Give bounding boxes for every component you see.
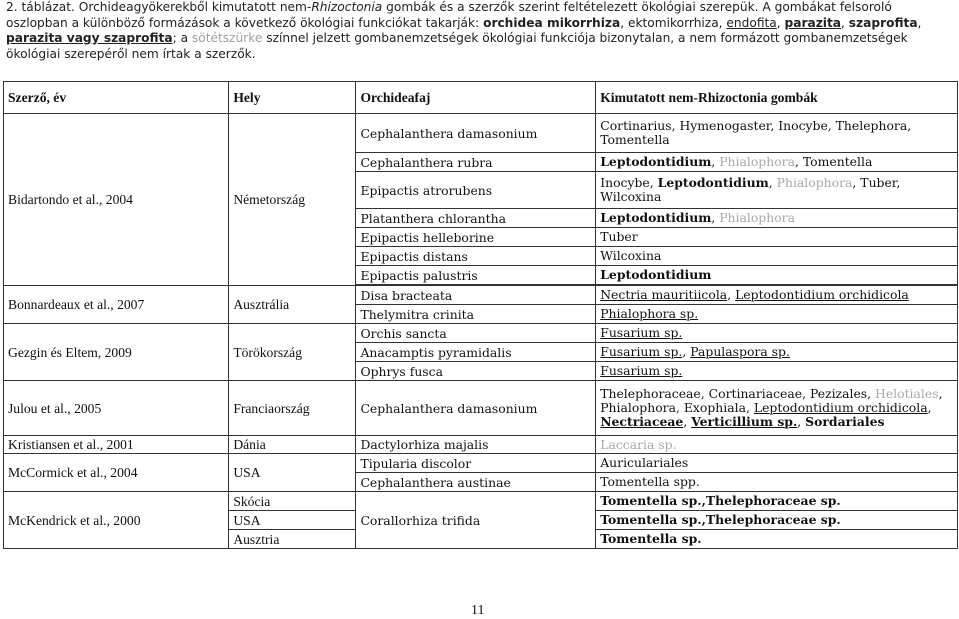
legend-saprophyte: szaprofita xyxy=(848,15,918,30)
species-cell: Thelymitra crinita xyxy=(356,305,596,324)
fungi-cell: Fusarium sp. xyxy=(596,324,958,343)
fungi-cell: Auriculariales xyxy=(596,454,958,473)
caption-line-3: parazita vagy szaprofita; a sötétszürke színnel jelzett gombanemzetségek ökológiai funkciója bizonytalan, a nem formázott gombanemzetségek xyxy=(6,31,908,46)
legend-parasite: parazita xyxy=(784,15,842,30)
location-cell: Törökország xyxy=(229,324,356,381)
caption-line-4: ökológiai szerepéről nem írtak a szerzők. xyxy=(6,46,256,61)
species-cell: Epipactis distans xyxy=(356,247,596,266)
species-cell: Ophrys fusca xyxy=(356,362,596,381)
fungi-cell: Inocybe, Leptodontidium, Phialophora, Tuber, Wilcoxina xyxy=(596,172,958,209)
location-cell: USA xyxy=(229,511,356,530)
location-cell: USA xyxy=(229,454,356,492)
legend-orchid-mycorrhiza: orchidea mikorrhiza xyxy=(483,15,621,30)
fungi-cell: Wilcoxina xyxy=(596,247,958,266)
fungi-cell: Phialophora sp. xyxy=(596,305,958,324)
table-caption xyxy=(6,0,954,62)
fungi-cell: Cortinarius, Hymenogaster, Inocybe, Thelephora, Tomentella xyxy=(596,114,958,153)
author-cell: Gezgin és Eltem, 2009 xyxy=(4,324,229,381)
fungi-cell: Thelephoraceae, Cortinariaceae, Pezizales, Helotiales, Phialophora, Exophiala, Leptodontidium orchidicola, Nectriaceae, Verticillium sp., Sordariales xyxy=(596,381,958,436)
species-cell: Epipactis helleborine xyxy=(356,228,596,247)
table-row xyxy=(4,454,958,473)
author-cell: Julou et al., 2005 xyxy=(4,381,229,436)
location-cell: Dánia xyxy=(229,436,356,454)
header-author: Szerző, év xyxy=(4,82,229,114)
author-cell: Bidartondo et al., 2004 xyxy=(4,114,229,286)
species-cell: Corallorhiza trifida xyxy=(356,492,596,549)
location-cell: Skócia xyxy=(229,492,356,511)
species-cell: Cephalanthera damasonium xyxy=(356,114,596,153)
fungi-cell: Fusarium sp. xyxy=(596,362,958,381)
fungi-cell: Leptodontidium xyxy=(596,266,958,285)
fungi-cell: Laccaria sp. xyxy=(596,436,958,454)
fungi-cell: Tomentella sp. xyxy=(596,530,958,549)
species-cell: Cephalanthera austinae xyxy=(356,473,596,492)
table-row xyxy=(4,324,958,343)
table-row xyxy=(4,381,958,436)
species-cell: Epipactis atrorubens xyxy=(356,172,596,209)
header-location: Hely xyxy=(229,82,356,114)
species-cell: Dactylorhiza majalis xyxy=(356,436,596,454)
author-cell: McKendrick et al., 2000 xyxy=(4,492,229,549)
fungi-cell: Nectria mauritiicola, Leptodontidium orchidicola xyxy=(596,286,958,305)
header-row xyxy=(4,82,958,114)
table-row xyxy=(4,114,958,153)
header-species: Orchideafaj xyxy=(356,82,596,114)
location-cell: Ausztria xyxy=(229,530,356,549)
fungi-cell: Tomentella spp. xyxy=(596,473,958,492)
header-fungi: Kimutatott nem-Rhizoctonia gombák xyxy=(596,82,958,114)
legend-uncertain: sötétszürke xyxy=(191,31,263,46)
species-cell: Platanthera chlorantha xyxy=(356,209,596,228)
fungi-cell: Leptodontidium, Phialophora, Tomentella xyxy=(596,153,958,172)
table-row xyxy=(4,492,958,511)
fungi-cell: Fusarium sp., Papulaspora sp. xyxy=(596,343,958,362)
species-cell: Tipularia discolor xyxy=(356,454,596,473)
species-cell: Orchis sancta xyxy=(356,324,596,343)
location-cell: Ausztrália xyxy=(229,286,356,324)
species-cell: Anacamptis pyramidalis xyxy=(356,343,596,362)
species-cell: Cephalanthera damasonium xyxy=(356,381,596,436)
author-cell: Kristiansen et al., 2001 xyxy=(4,436,229,454)
species-cell: Epipactis palustris xyxy=(356,266,596,285)
page-number: 11 xyxy=(471,603,485,618)
caption-line-2: oszlopban a különböző formázások a következő ökológiai funkciókat takarják: orchidea mikorrhiza, ektomikorrhiza, endofita, parazita, szaprofita, xyxy=(6,15,922,30)
fungi-table xyxy=(3,81,958,549)
author-cell: Bonnardeaux et al., 2007 xyxy=(4,286,229,324)
fungi-cell: Tomentella sp.,Thelephoraceae sp. xyxy=(596,511,958,530)
fungi-cell: Tomentella sp.,Thelephoraceae sp. xyxy=(596,492,958,511)
location-cell: Németország xyxy=(229,114,356,286)
table-row xyxy=(4,436,958,454)
caption-line-1: 2. táblázat. Orchideagyökerekből kimutatott nem-Rhizoctonia gombák és a szerzők szerint feltételezett ökológiai szerepük. A gombákat felsoroló xyxy=(6,0,892,14)
table-row xyxy=(4,286,958,305)
species-cell: Cephalanthera rubra xyxy=(356,153,596,172)
legend-parasite-or-saprophyte: parazita vagy szaprofita xyxy=(6,31,173,46)
species-cell: Disa bracteata xyxy=(356,286,596,305)
fungi-cell: Tuber xyxy=(596,228,958,247)
location-cell: Franciaország xyxy=(229,381,356,436)
author-cell: McCormick et al., 2004 xyxy=(4,454,229,492)
legend-endophyte: endofita xyxy=(726,15,777,30)
fungi-cell: Leptodontidium, Phialophora xyxy=(596,209,958,228)
